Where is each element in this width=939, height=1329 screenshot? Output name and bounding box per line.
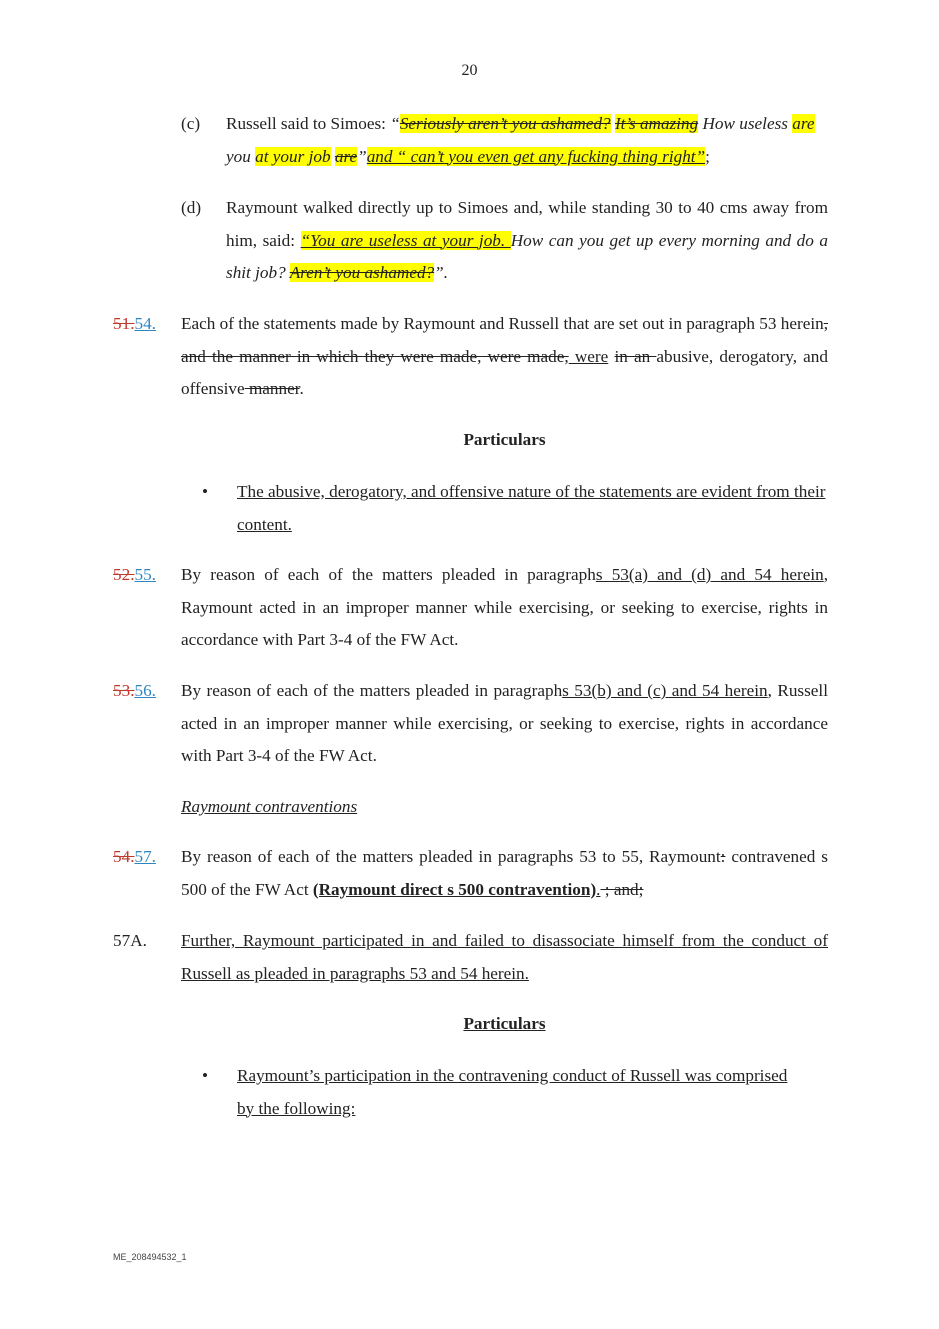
page-number: 20 — [461, 62, 478, 79]
document-footer-id: ME_208494532_1 — [113, 1252, 187, 1262]
para-56-text: By reason of each of the matters pleaded in paragraphs 53(b) and (c) and 54 herein, Russell acted in an improper manner while exercising, or seeking to exercise, rights in accordance with Part 3-4 of the FW Act. — [181, 681, 828, 765]
para-c-label: (c) — [181, 114, 201, 133]
para-57a-text: Further, Raymount participated in and failed to disassociate himself from the conduct of Russell as pleaded in paragraphs 53 and 54 herein. — [181, 931, 828, 983]
particulars-bullet-text: The abusive, derogatory, and offensive nature of the statements are evident from their content. — [237, 482, 826, 534]
para-54-number: 51.54. — [113, 314, 156, 333]
para-55-number: 52.55. — [113, 565, 156, 584]
para-d-text: Raymount walked directly up to Simoes and, while standing 30 to 40 cms away from him, said: “You are useless at your job. How can you get up every morning and do a shit job? Aren’t you ashamed?”. — [226, 198, 829, 282]
para-57-text: By reason of each of the matters pleaded in paragraphs 53 to 55, Raymount: contravened s 500 of the FW Act (Raymount direct s 500 contravention). ; and; — [181, 847, 828, 899]
para-c-text: Russell said to Simoes: “Seriously aren’t you ashamed? It’s amazing How useless are you at your job are”and “ can’t you even get any fucking thing right”; — [226, 114, 815, 166]
para-55-text: By reason of each of the matters pleaded in paragraphs 53(a) and (d) and 54 herein, Raymount acted in an improper manner while exercising, or seeking to exercise, rights in accordance with Part 3-4 of the FW Act. — [181, 565, 829, 649]
para-57a-number: 57A. — [113, 931, 147, 950]
particulars-heading: Particulars — [463, 430, 546, 449]
para-57-number: 54.57. — [113, 847, 156, 866]
particulars-heading: Particulars — [463, 1014, 546, 1033]
bullet-icon: • — [202, 482, 209, 501]
particulars-bullet-text: Raymount’s participation in the contravening conduct of Russell was comprised by the following: — [237, 1066, 788, 1118]
section-heading: Raymount contraventions — [181, 797, 358, 816]
para-56-number: 53.56. — [113, 681, 156, 700]
para-d-label: (d) — [181, 198, 202, 217]
bullet-icon: • — [202, 1066, 209, 1085]
para-54-text: Each of the statements made by Raymount and Russell that are set out in paragraph 53 herein, and the manner in which they were made, were made, were in an abusive, derogatory, and offensive manner. — [181, 314, 828, 398]
